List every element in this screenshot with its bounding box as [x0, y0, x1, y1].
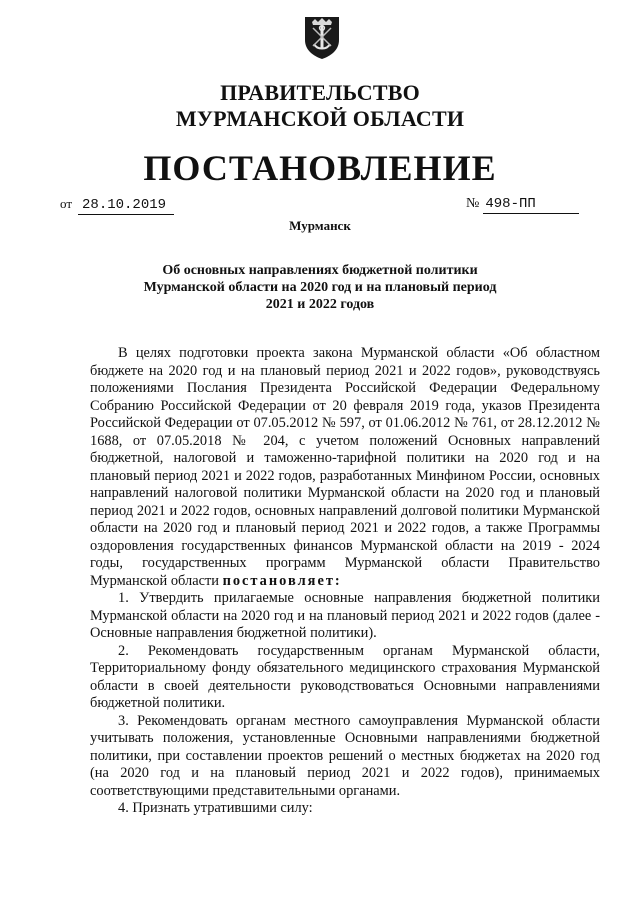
organization-name-line2: МУРМАНСКОЙ ОБЛАСТИ — [175, 106, 465, 131]
item-3: 3. Рекомендовать органам местного самоуправления Мурманской области учитывать положения, установленные Основными направлениями бюджетной политики, при составлении проектов решений о местных бюджетах на 2020 год (на 2020 год и на плановый период 2021 и 2022 годов), принимаемых соответствующими представительными органами. — [90, 712, 600, 799]
subject-line1: Об основных направлениях бюджетной политики — [162, 263, 478, 278]
number-value: 498-ПП — [483, 196, 579, 214]
date-prefix: от — [60, 196, 73, 211]
item-2: 2. Рекомендовать государственным органам Мурманской области, Территориальному фонду обязательного медицинского страхования Мурманской области в своей деятельности руководствоваться Основными направлениями бюджетной политики. — [90, 642, 600, 711]
number-prefix: № — [466, 196, 480, 211]
date-value: 28.10.2019 — [78, 197, 174, 215]
resolves-word: постановляет: — [222, 572, 342, 589]
item-4: 4. Признать утратившими силу: — [118, 800, 313, 816]
document-type-title: ПОСТАНОВЛЕНИЕ — [143, 148, 497, 188]
document-body — [90, 345, 600, 818]
document-number — [466, 196, 579, 214]
preamble-paragraph — [90, 345, 600, 590]
preamble-text: В целях подготовки проекта закона Мурманской области «Об областном бюджете на 2020 год и на плановый период 2021 и 2022 годов», руководствуясь положениями Послания Президента Российской Федерации Федеральному Собранию Российской Федерации от 20 февраля 2019 года, указов Президента Российской Федерации от 07.05.2012 № 597, от 01.06.2012 № 761, от 28.12.2012 № 1688, от 07.05.2018 № 204, с учетом положений Основных направлений бюджетной, налоговой и таможенно-тарифной политики на 2020 год и на плановый период 2021 и 2022 годов, разработанных Минфином России, основных направлений налоговой политики Мурманской области на 2020 год и плановый период 2021 и 2022 годов, основных направлений долговой политики Мурманской области на 2020 год и плановый период 2021 и 2022 годов, а также Программы оздоровления государственных финансов Мурманской области на 2019 - 2024 годы, государственных программ Мурманской области Правительство Мурманской области — [90, 345, 600, 589]
coat-of-arms-icon — [303, 14, 341, 60]
organization-name-line1: ПРАВИТЕЛЬСТВО — [220, 80, 420, 105]
city-name: Мурманск — [289, 218, 351, 233]
subject-line3: 2021 и 2022 годов — [265, 297, 375, 312]
subject-line2: Мурманской области на 2020 год и на плановый период — [143, 280, 497, 295]
item-1: 1. Утвердить прилагаемые основные направления бюджетной политики Мурманской области на 2020 год и на плановый период 2021 и 2022 годов (далее - Основные направления бюджетной политики). — [90, 590, 600, 641]
document-date — [60, 196, 174, 215]
